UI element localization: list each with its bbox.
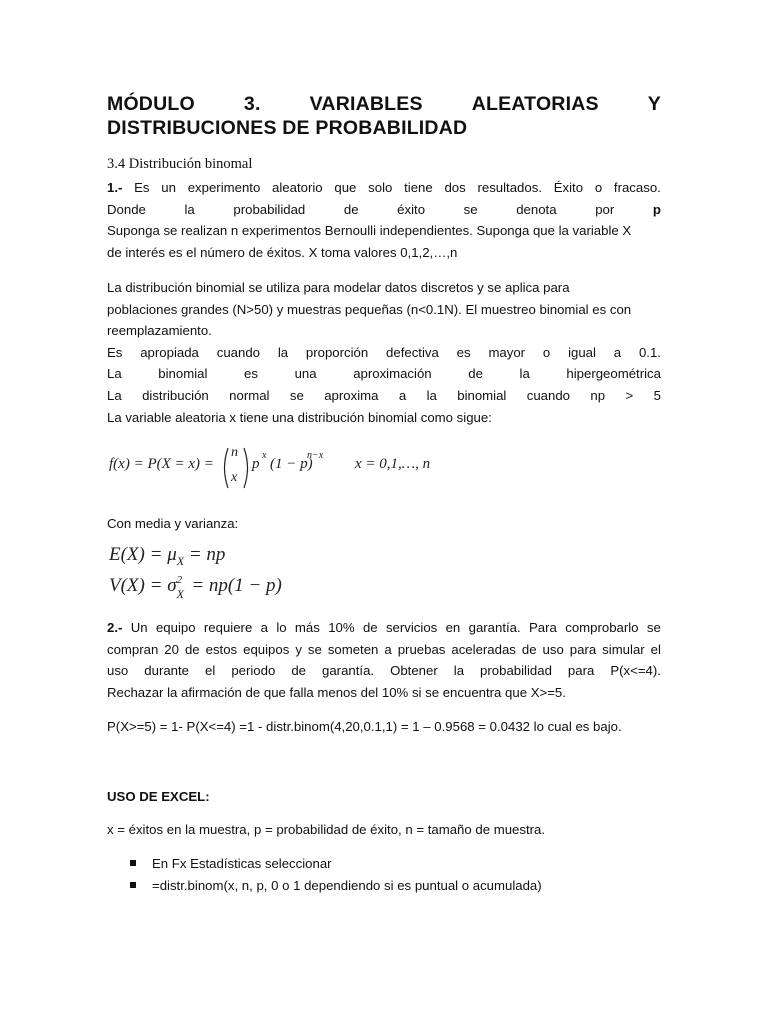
word: a <box>613 344 622 360</box>
word: La <box>107 387 122 403</box>
word: para <box>569 641 597 657</box>
word: uso <box>542 641 564 657</box>
word: cuando <box>526 387 571 403</box>
title-word: MÓDULO <box>107 93 195 115</box>
title-word: Y <box>647 93 661 115</box>
word: el <box>650 641 661 657</box>
word: igual <box>568 344 596 360</box>
word: probabilidad <box>480 663 552 679</box>
word: binomial <box>158 366 208 382</box>
word: comprobarlo <box>565 620 639 635</box>
item-2-line-1 <box>107 617 661 639</box>
mean-variance-label: Con media y varianza: <box>107 516 239 531</box>
title-line-2: DISTRIBUCIONES DE PROBABILIDAD <box>107 117 468 139</box>
desc-line-3: reemplazamiento. <box>107 323 212 339</box>
word: someten <box>327 641 379 657</box>
item-1-line-4: de interés es el número de éxitos. X toma valores 0,1,2,…,n <box>107 244 458 260</box>
item-1-number: 1.- <box>107 180 123 195</box>
page-title <box>107 92 661 140</box>
word: el <box>205 663 216 679</box>
word: Es <box>134 180 150 195</box>
word: equipo <box>155 620 196 635</box>
word: equipos <box>243 641 290 657</box>
word: P(x<=4). <box>610 663 661 679</box>
word: distribución <box>142 387 209 403</box>
word: a <box>384 641 392 657</box>
binomial-pmf-formula <box>109 446 663 490</box>
word: se <box>307 641 322 657</box>
variance-rhs: = np(1 − p) <box>191 575 282 596</box>
mean-lhs: E(X) = μ <box>109 544 177 565</box>
word: se <box>289 387 304 403</box>
binom-bottom: x <box>231 470 238 485</box>
bullet-square-icon <box>130 860 136 866</box>
variance-superscript: 2 <box>176 574 183 586</box>
bullet-item <box>152 853 332 875</box>
word: Para <box>529 620 557 635</box>
word: o <box>542 344 551 360</box>
word: tiene <box>404 180 433 195</box>
word: la <box>453 663 465 679</box>
word: la <box>277 344 289 360</box>
word: se <box>463 201 478 217</box>
word: defectiva <box>386 344 439 360</box>
word: Donde <box>107 201 146 217</box>
word: compran <box>107 641 159 657</box>
binom-top: n <box>231 445 238 460</box>
word: Obtener <box>390 663 438 679</box>
item-2-line-2 <box>107 639 661 661</box>
word: para <box>567 663 595 679</box>
bullet-text: =distr.binom(x, n, p, 0 o 1 dependiendo si es puntual o acumulada) <box>152 878 542 893</box>
word: simular <box>602 641 645 657</box>
pmf-one-minus-p: (1 − p) <box>270 456 313 472</box>
word: por <box>595 201 615 217</box>
word: aleatorio <box>272 180 323 195</box>
word: La <box>107 366 122 382</box>
word: binomial <box>457 387 507 403</box>
word: proporción <box>305 344 369 360</box>
word: np <box>590 387 606 403</box>
item-1-line-2 <box>107 199 661 221</box>
calculation-line: P(X>=5) = 1- P(X<=4) =1 - distr.binom(4,20,0.1,1) = 1 – 0.9568 = 0.0432 lo cual es bajo. <box>107 719 622 734</box>
word: la <box>426 387 437 403</box>
word: 5 <box>653 387 661 403</box>
desc-line-7: La variable aleatoria x tiene una distribución binomial como sigue: <box>107 409 492 425</box>
item-1-line-1 <box>107 177 661 199</box>
word: probabilidad <box>233 201 306 217</box>
p-variable: p <box>652 201 661 217</box>
desc-line-1: La distribución binomial se utiliza para modelar datos discretos y se aplica para <box>107 280 570 295</box>
word: de <box>362 620 378 635</box>
excel-heading: USO DE EXCEL: <box>107 789 210 804</box>
word: aproxima <box>324 387 379 403</box>
word: o <box>594 180 603 195</box>
word: mayor <box>488 344 526 360</box>
title-word: 3. <box>243 93 261 115</box>
word: Éxito <box>553 180 584 195</box>
word: denota <box>516 201 557 217</box>
item-2-line-3 <box>107 660 661 682</box>
word: que <box>334 180 357 195</box>
word: pruebas <box>397 641 446 657</box>
word: experimento <box>187 180 261 195</box>
excel-definitions: x = éxitos en la muestra, p = probabilidad de éxito, n = tamaño de muestra. <box>107 822 546 837</box>
bullet-text: En Fx Estadísticas seleccionar <box>152 856 332 871</box>
word: de <box>521 641 537 657</box>
bullet-square-icon <box>130 882 136 888</box>
variance-formula <box>109 574 282 601</box>
mean-formula <box>109 544 225 569</box>
pmf-exponent: n−x <box>307 450 324 461</box>
word: la <box>184 201 195 217</box>
word: normal <box>229 387 270 403</box>
variance-subscript: X <box>176 587 184 601</box>
word: de <box>184 641 200 657</box>
word: Es <box>107 344 123 360</box>
title-line-1 <box>107 92 661 116</box>
desc-line-5 <box>107 363 661 385</box>
word: hipergeométrica <box>566 366 661 382</box>
mean-subscript: X <box>176 553 185 568</box>
pmf-lhs: f(x) = P(X = x) = <box>109 456 214 472</box>
word: 0.1. <box>638 344 661 360</box>
title-word: VARIABLES <box>309 93 423 115</box>
word: se <box>646 620 661 635</box>
word: durante <box>144 663 190 679</box>
bullet-item <box>152 875 542 897</box>
item-2 <box>107 617 661 703</box>
word: 20 <box>164 641 179 657</box>
desc-line-6 <box>107 385 661 407</box>
word: es <box>456 344 471 360</box>
word: garantía. <box>322 663 375 679</box>
desc-line-2: poblaciones grandes (N>50) y muestras pequeñas (n<0.1N). El muestreo binomial es con <box>107 301 632 317</box>
word: estos <box>205 641 238 657</box>
title-word: ALEATORIAS <box>471 93 599 115</box>
pmf-p-exponent: x <box>262 450 267 461</box>
word: más <box>294 620 320 635</box>
word: aproximación <box>353 366 432 382</box>
word: a <box>398 387 407 403</box>
word: éxito <box>397 201 426 217</box>
item-2-number: 2.- <box>107 620 123 635</box>
item-1-line-3: Suponga se realizan n experimentos Bernoulli independientes. Suponga que la variable X <box>107 223 632 239</box>
word: una <box>294 366 317 382</box>
word: requiere <box>203 620 253 635</box>
word: la <box>519 366 530 382</box>
word: uso <box>107 663 129 679</box>
word: un <box>161 180 176 195</box>
word: periodo <box>231 663 276 679</box>
word: y <box>295 641 302 657</box>
word: > <box>625 387 634 403</box>
word: a <box>260 620 268 635</box>
word: es <box>244 366 258 382</box>
word: en <box>445 620 461 635</box>
pmf-range: x = 0,1,…, n <box>355 456 431 472</box>
section-heading: 3.4 Distribución binomal <box>107 156 253 172</box>
variance-lhs: V(X) = σ <box>109 575 177 596</box>
word: cuando <box>216 344 260 360</box>
word: servicios <box>385 620 438 635</box>
word: de <box>468 366 483 382</box>
word: lo <box>276 620 287 635</box>
desc-line-4 <box>107 342 661 364</box>
word: de <box>343 201 359 217</box>
word: de <box>291 663 306 679</box>
pmf-p: p <box>252 456 260 472</box>
word: resultados. <box>477 180 542 195</box>
word: 10% <box>328 620 355 635</box>
word: dos <box>444 180 466 195</box>
item-1 <box>107 177 661 263</box>
mean-rhs: = np <box>188 544 226 565</box>
word: fracaso. <box>613 180 661 195</box>
word: aceleradas <box>451 641 516 657</box>
word: garantía. <box>468 620 521 635</box>
word: solo <box>368 180 393 195</box>
binomial-description <box>107 277 661 428</box>
word: Un <box>130 620 148 635</box>
item-2-line-4: Rechazar la afirmación de que falla menos del 10% si se encuentra que X>=5. <box>107 684 566 700</box>
word: apropiada <box>140 344 199 360</box>
